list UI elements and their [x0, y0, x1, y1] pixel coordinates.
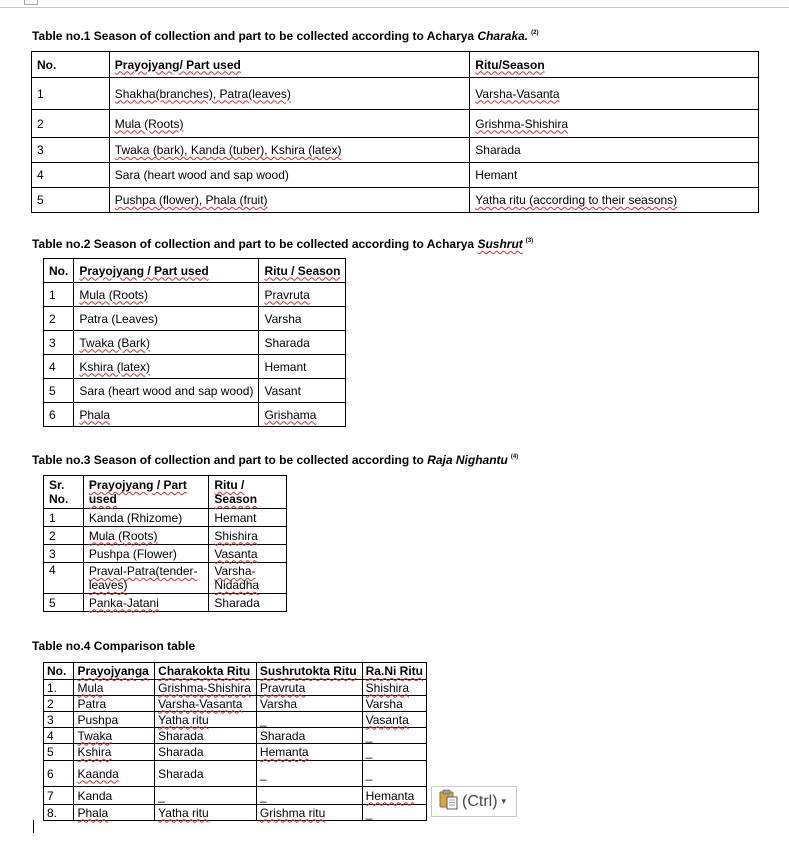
table-cell: Sharada	[155, 761, 257, 787]
table-cell: Hemanta	[362, 787, 426, 805]
table-row	[44, 787, 427, 805]
table-cell: 4	[44, 355, 74, 379]
header-cell: Prayojyang / Part used	[74, 259, 259, 283]
header-cell: Charakokta Ritu	[155, 663, 257, 680]
header-cell: Prayojyanga	[74, 663, 155, 680]
table-cell: Pravruta	[259, 283, 346, 307]
table-row	[32, 78, 759, 110]
table-cell: _	[256, 761, 362, 787]
table-cell: 4	[32, 163, 110, 188]
table-cell: Kaanda	[74, 761, 155, 787]
table4-header-row	[44, 663, 427, 680]
table-cell: Varsha-Nidadha	[209, 563, 287, 594]
table-cell: _	[362, 805, 426, 821]
table-cell: Pushpa (Flower)	[83, 545, 209, 563]
table-cell: Yatha ritu	[155, 805, 257, 821]
table-cell: 4	[44, 728, 74, 744]
table-cell: 2	[44, 696, 74, 712]
header-cell: Prayojyang / Part used	[83, 476, 209, 509]
clipboard-icon	[438, 788, 460, 815]
table-cell: _	[155, 787, 257, 805]
table-cell: Sharada	[155, 728, 257, 744]
table-cell: Sara (heart wood and sap wood)	[109, 163, 470, 188]
table-row	[44, 712, 427, 728]
table-cell: Kanda (Rhizome)	[83, 509, 209, 527]
table-cell: Pushpa (flower), Phala (fruit)	[109, 188, 470, 213]
table1	[31, 51, 759, 213]
table-cell: Varsha	[256, 696, 362, 712]
table-cell: 3	[44, 712, 74, 728]
table-cell: 6	[44, 403, 74, 427]
table-row	[44, 761, 427, 787]
table-cell: _	[362, 761, 426, 787]
table-cell: Hemant	[259, 355, 346, 379]
table2	[43, 258, 346, 427]
table-cell: Varsha	[259, 307, 346, 331]
header-cell: Ra.Ni Ritu	[362, 663, 426, 680]
table-cell: Vasanta	[362, 712, 426, 728]
table-cell: Vasanta	[209, 545, 287, 563]
table-cell: _	[362, 744, 426, 761]
table-cell: 1	[32, 78, 110, 110]
header-cell: Ritu/Season	[470, 52, 759, 78]
table-cell: Yatha ritu	[155, 712, 257, 728]
table-row	[44, 307, 346, 331]
table-row	[44, 545, 287, 563]
table-cell: Panka-Jatani	[83, 594, 209, 612]
header-cell: Sushrutokta Ritu	[256, 663, 362, 680]
paste-options-label: (Ctrl)	[462, 792, 498, 810]
table-row	[44, 403, 346, 427]
header-cell: Ritu / Season	[259, 259, 346, 283]
table-cell: Hemant	[470, 163, 759, 188]
header-cell: Ritu / Season	[209, 476, 287, 509]
table-cell: 1	[44, 283, 74, 307]
table-row	[32, 163, 759, 188]
table-cell: 5	[32, 188, 110, 213]
table-cell: 2	[44, 307, 74, 331]
table-cell: _	[256, 787, 362, 805]
table-cell: 8.	[44, 805, 74, 821]
table-cell: Twaka	[74, 728, 155, 744]
table-row	[44, 696, 427, 712]
table-cell: 5	[44, 379, 74, 403]
table-cell: 1.	[44, 680, 74, 696]
table-cell: Grishma-Shishira	[470, 110, 759, 138]
table-cell: 2	[44, 527, 84, 545]
table-cell: _	[362, 728, 426, 744]
table1-header-row	[32, 52, 759, 78]
table-cell: Phala	[74, 805, 155, 821]
table-cell: Vasant	[259, 379, 346, 403]
paste-options-button[interactable]	[431, 786, 517, 817]
table-cell: Twaka (bark), Kanda (tuber), Kshira (latex)	[109, 138, 470, 163]
table-cell: Mula (Roots)	[109, 110, 470, 138]
table-cell: 3	[32, 138, 110, 163]
table-row	[44, 805, 427, 821]
table4	[43, 662, 427, 821]
table-cell: 3	[44, 545, 84, 563]
table-cell: Mula (Roots)	[74, 283, 259, 307]
table-cell: Phala	[74, 403, 259, 427]
table-cell: Praval-Patra(tender-leaves)	[83, 563, 209, 594]
table1-caption: Table no.1 Season of collection and part to be collected according to Acharya Charaka. $^{(2)}$	[32, 29, 539, 43]
table-cell: Kshira	[74, 744, 155, 761]
text-cursor	[33, 820, 34, 833]
table-row	[44, 331, 346, 355]
table-cell: 2	[32, 110, 110, 138]
table-cell: Kanda	[74, 787, 155, 805]
table3-header-row	[44, 476, 287, 509]
table-cell: Shakha(branches), Patra(leaves)	[109, 78, 470, 110]
table-cell: Patra	[74, 696, 155, 712]
table-cell: Patra (Leaves)	[74, 307, 259, 331]
table-row	[44, 355, 346, 379]
table-row	[44, 728, 427, 744]
table-cell: Varsha	[362, 696, 426, 712]
header-cell: No.	[44, 663, 74, 680]
table-row	[44, 527, 287, 545]
header-cell: No.	[32, 52, 110, 78]
table-cell: Twaka (Bark)	[74, 331, 259, 355]
page-marker	[24, 0, 38, 5]
table-cell: 4	[44, 563, 84, 594]
table-cell: Grishma-Shishira	[155, 680, 257, 696]
table-cell: Sharada	[470, 138, 759, 163]
table-cell: Pushpa	[74, 712, 155, 728]
table2-caption: Table no.2 Season of collection and part to be collected according to Acharya Sushrut $^{(3)}$	[32, 237, 534, 251]
table-row	[44, 744, 427, 761]
table-cell: Shishira	[362, 680, 426, 696]
table2-header-row	[44, 259, 346, 283]
header-cell: Sr. No.	[44, 476, 84, 509]
table-cell: 1	[44, 509, 84, 527]
chevron-down-icon: ▾	[501, 796, 507, 806]
table-row	[44, 379, 346, 403]
table-cell: Yatha ritu (according to their seasons)	[470, 188, 759, 213]
table-row	[32, 138, 759, 163]
table-cell: Mula	[74, 680, 155, 696]
ruler-strip	[0, 0, 789, 8]
table-cell: 5	[44, 594, 84, 612]
table-row	[32, 110, 759, 138]
table-cell: Hemant	[209, 509, 287, 527]
table-cell: 7	[44, 787, 74, 805]
table-cell: Sharada	[155, 744, 257, 761]
table-cell: 5	[44, 744, 74, 761]
table3-caption: Table no.3 Season of collection and part to be collected according to Raja Nighantu $^{(4)}$	[32, 453, 519, 467]
table-cell: 6	[44, 761, 74, 787]
table-cell: Kshira (latex)	[74, 355, 259, 379]
table-cell: Pravruta	[256, 680, 362, 696]
table-cell: Mula (Roots)	[83, 527, 209, 545]
table-cell: Sharada	[256, 728, 362, 744]
table-cell: Varsha-Vasanta	[470, 78, 759, 110]
table-cell: Shishira	[209, 527, 287, 545]
table-cell: _	[256, 712, 362, 728]
table-cell: 3	[44, 331, 74, 355]
table-row	[44, 563, 287, 594]
header-cell: No.	[44, 259, 74, 283]
table-row	[32, 188, 759, 213]
table-row	[44, 594, 287, 612]
table-cell: Sharada	[209, 594, 287, 612]
table-row	[44, 680, 427, 696]
table-row	[44, 509, 287, 527]
table-cell: Sharada	[259, 331, 346, 355]
table-row	[44, 283, 346, 307]
table-cell: Varsha-Vasanta	[155, 696, 257, 712]
table3	[43, 475, 287, 612]
table-cell: Hemanta	[256, 744, 362, 761]
header-cell: Prayojyang/ Part used	[109, 52, 470, 78]
table-cell: Grishama	[259, 403, 346, 427]
table-cell: Sara (heart wood and sap wood)	[74, 379, 259, 403]
table-cell: Grishma ritu	[256, 805, 362, 821]
table4-caption: Table no.4 Comparison table	[32, 639, 196, 653]
